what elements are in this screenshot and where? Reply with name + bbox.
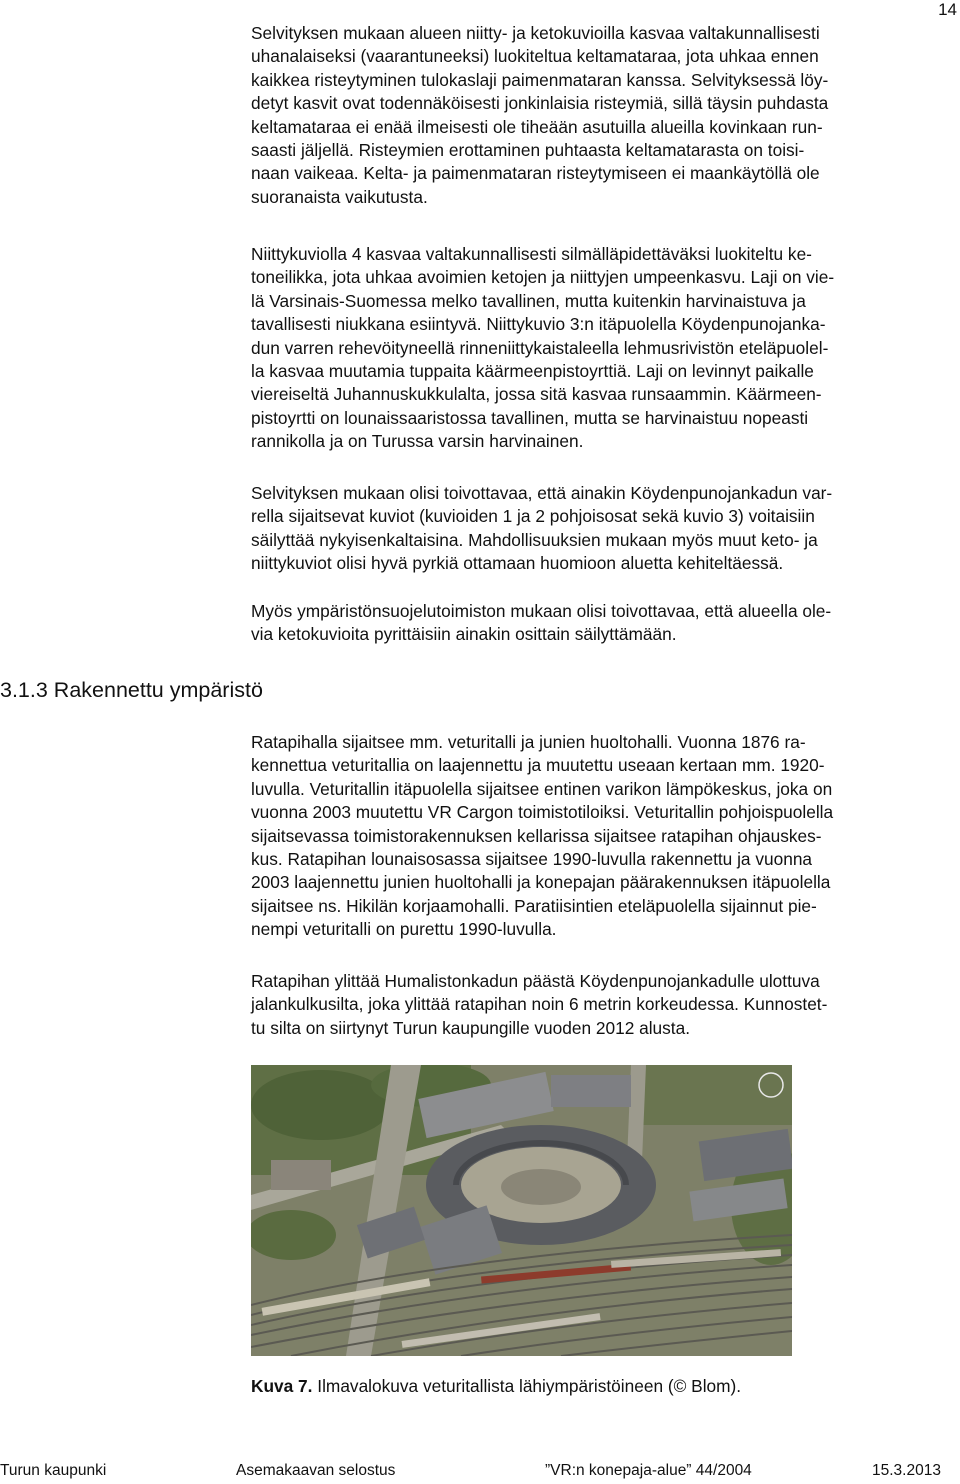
text-line: sijaitsee ns. Hikilän korjaamohalli. Paratiisintien eteläpuolella sijainnut pie- — [251, 895, 817, 916]
text-line: kaikkea risteytyminen tulokaslaji paimenmataran kanssa. Selvityksessä löy- — [251, 69, 829, 90]
text-line: niittykuviot olisi hyvä pyrkiä ottamaan huomioon aluetta kehiteltäessä. — [251, 553, 784, 574]
text-line: Ratapihalla sijaitsee mm. veturitalli ja junien huoltohalli. Vuonna 1876 ra- — [251, 732, 806, 752]
footer-organization: Turun kaupunki — [0, 1462, 107, 1479]
figure-caption — [251, 1375, 741, 1398]
text-line: keltamataraa ei enää ilmeisesti ole tiheään asutuilla alueilla kovinkaan run- — [251, 116, 823, 137]
paragraph-1 — [251, 22, 957, 209]
text-line: saasti jäljellä. Risteymien erottaminen puhtaasta keltamatarasta on toisi- — [251, 140, 805, 161]
page-number: 14 — [938, 0, 957, 19]
text-line: sijaitsevassa toimistorakennuksen kellarissa sijaitsee ratapihan ohjauskes- — [251, 825, 822, 846]
text-line: Niittykuviolla 4 kasvaa valtakunnallisesti silmälläpidettäväksi luokiteltu ke- — [251, 244, 812, 264]
text-line: vuonna 2003 muutettu VR Cargon toimistotiloiksi. Veturitallin pohjoispuolella — [251, 802, 834, 823]
text-line: Selvityksen mukaan alueen niitty- ja ketokuvioilla kasvaa valtakunnallisesti — [251, 23, 820, 43]
paragraph-6 — [251, 970, 957, 1040]
text-line: säilyttää nykyisenkaltaisina. Mahdollisuuksien mukaan myös muut keto- ja — [251, 529, 818, 550]
text-line: tu silta on siirtynyt Turun kaupungille vuoden 2012 alusta. — [251, 1017, 691, 1038]
text-line: nempi veturitalli on purettu 1990-luvulla. — [251, 919, 557, 940]
footer-date: 15.3.2013 — [872, 1462, 941, 1479]
text-line: 2003 laajennettu junien huoltohalli ja konepajan päärakennuksen itäpuolella — [251, 872, 831, 893]
text-line: tavallisesti niukkana esiintyvä. Niittykuvio 3:n itäpuolella Köydenpunojanka- — [251, 314, 826, 335]
text-line: dun varren rehevöityneellä rinneniittykaistaleella lehmusrivistön eteläpuolel- — [251, 337, 829, 358]
section-heading: 3.1.3 Rakennettu ympäristö — [0, 678, 263, 702]
text-line: rella sijaitsevat kuviot (kuvioiden 1 ja 2 pohjoisosat sekä kuvio 3) voitaisiin — [251, 506, 815, 527]
text-line: naan vaikeaa. Kelta- ja paimenmataran risteytymiseen ei maankäytöllä ole — [251, 163, 820, 184]
paragraph-5 — [251, 731, 957, 942]
footer-plan-name: ”VR:n konepaja-alue” 44/2004 — [545, 1462, 752, 1479]
text-line: via ketokuvioita pyrittäisiin ainakin osittain säilyttämään. — [251, 624, 677, 645]
aerial-photo-roundhouse-icon — [251, 1065, 792, 1356]
text-line: Ratapihan ylittää Humalistonkadun päästä Köydenpunojankadulle ulottuva — [251, 971, 820, 991]
paragraph-2 — [251, 243, 957, 454]
caption-label: Kuva 7. — [251, 1376, 313, 1396]
text-line: detyt kasvit ovat todennäköisesti jonkinlaisia risteymiä, sillä täysin puhdasta — [251, 93, 829, 114]
text-line: pistoyrtti on lounaissaaristossa tavallinen, mutta se harvinaistuu nopeasti — [251, 407, 809, 428]
aerial-photo — [251, 1065, 792, 1356]
page-footer — [0, 1460, 960, 1484]
footer-document-type: Asemakaavan selostus — [236, 1462, 396, 1479]
text-line: luvulla. Veturitallin itäpuolella sijaitsee entinen varikon lämpökeskus, joka on — [251, 778, 833, 799]
text-line: viereiseltä Juhannuskukkulalta, jossa sitä kasvaa runsaammin. Käärmeen- — [251, 384, 822, 405]
text-line: kus. Ratapihan lounaisosassa sijaitsee 1990-luvulla rakennettu ja vuonna — [251, 849, 813, 870]
text-line: la kasvaa muutamia tuppaita käärmeenpistoyrttiä. Laji on levinnyt paikalle — [251, 361, 814, 382]
text-line: suoranaista vaikutusta. — [251, 186, 428, 207]
text-line: Selvityksen mukaan olisi toivottavaa, että ainakin Köydenpunojankadun var- — [251, 483, 833, 503]
text-line: uhanalaiseksi (vaarantuneeksi) luokiteltua keltamataraa, jota uhkaa ennen — [251, 46, 819, 67]
caption-text: Ilmavalokuva veturitallista lähiympäristöineen (© Blom). — [312, 1376, 742, 1396]
text-line: Myös ympäristönsuojelutoimiston mukaan olisi toivottavaa, että alueella ole- — [251, 601, 832, 621]
text-line: toneilikka, jota uhkaa avoimien ketojen ja niittyjen umpeenkasvu. Laji on vie- — [251, 267, 835, 288]
text-line: rannikolla ja on Turussa varsin harvinainen. — [251, 431, 584, 452]
text-line: jalankulkusilta, joka ylittää ratapihan noin 6 metrin korkeudessa. Kunnostet- — [251, 994, 828, 1015]
paragraph-4 — [251, 600, 957, 647]
text-line: kennettua veturitallia on laajennettu ja muutettu useaan kertaan mm. 1920- — [251, 755, 825, 776]
text-line: lä Varsinais-Suomessa melko tavallinen, mutta kuitenkin harvinaistuva ja — [251, 290, 806, 311]
paragraph-3 — [251, 482, 957, 576]
